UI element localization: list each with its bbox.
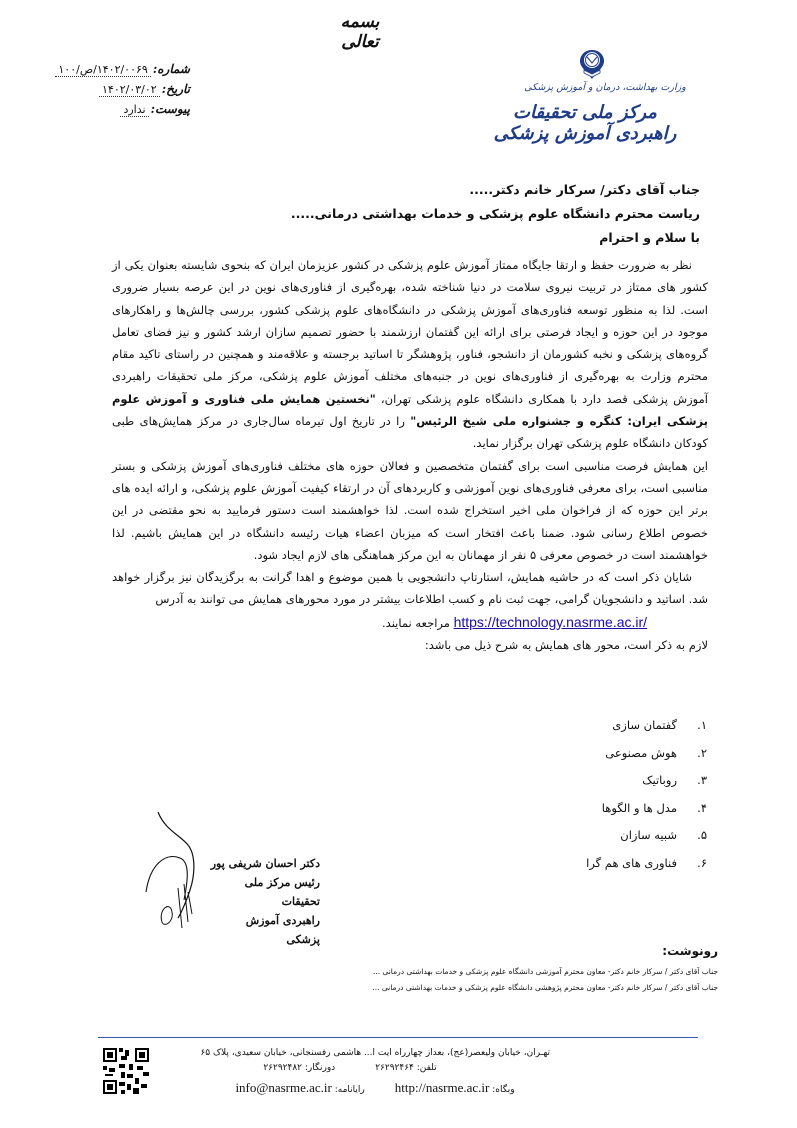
signature-block: [140, 810, 320, 946]
axes-intro: لازم به ذکر است، محور های همایش به شرح ذیل می باشد:: [424, 638, 708, 653]
paragraph-1-text: نظر به ضرورت حفظ و ارتقا جایگاه ممتاز آموزش علوم پزشکی در کشور عزیزمان ایران که بنحوی شایسته بعنوان یکی از کشور های ممتاز در تربیت نیروی سلامت در دنیا شناخته شده، بهره‌گیری از فناوری‌های نوین در این عرصه بسیار ضروری است. لذا به منظور توسعه فناوری‌های آموزش پزشکی در دانشگاه‌های علوم پزشکی کشور، بررسی چالش‌ها و راهکارهای موجود در این حوزه و ایجاد فرصتی برای ارائه این گفتمان ارزشمند با حضور تصمیم سازان ارشد کشور و نیز فضای تعامل گروه‌های پزشکی و نخبه کشورمان از دانشجو، فناور، پژوهشگر تا اساتید برجسته و علاقه‌مند و همچنین در راستای تاکید مقام محترم وزارت به بهره‌گیری از فناوری‌های نوین در جنبه‌های مختلف آموزش علوم پزشکی، مرکز ملی تحقیقات راهبردی آموزش پزشکی قصد دارد با همکاری دانشگاه علوم پزشکی تهران،: [112, 258, 708, 406]
email-label: رایانامه:: [334, 1085, 365, 1095]
footer-address: تهـران، خیابان ولیعصر(عج)، بعداز چهارراه ایت ا... هاشمی رفسنجانی، خیابان سعیدی، پلاک ۶۵: [200, 1048, 550, 1058]
signatory-position-2: راهبردی آموزش پزشکی: [245, 914, 320, 946]
axis-number: ۵.: [697, 828, 707, 842]
organization-logo: [480, 48, 690, 148]
handwritten-signature-icon: [140, 810, 220, 930]
letter-body: [112, 254, 708, 656]
ministry-name: وزارت بهداشت، درمان و آموزش پزشکی: [524, 82, 686, 93]
salutation-block: [100, 178, 700, 250]
axis-label: شبیه سازان: [620, 828, 677, 842]
fax-number: ۲۶۲۹۲۴۸۲: [263, 1063, 303, 1073]
axis-item: [487, 712, 707, 740]
reference-number-value: ۱۴۰۲/۰۰۶۹/ص/۱۰۰: [55, 63, 150, 77]
footer-phones: [200, 1063, 500, 1073]
axis-label: روباتیک: [642, 773, 677, 787]
signatory-position-1: رئیس مرکز ملی تحقیقات: [244, 876, 320, 908]
event-title: "نخستین همایش ملی فناوری و آموزش علوم پزشکی ایران: کنگره و جشنواره ملی شیخ الرئیس": [112, 391, 708, 429]
footer-web: [195, 1080, 555, 1096]
axis-label: فناوری های هم گرا: [586, 855, 677, 870]
reference-date-row: [40, 82, 190, 102]
signatory: [210, 854, 320, 949]
axis-number: ۶.: [697, 855, 707, 870]
axis-label: مدل ها و الگوها: [601, 800, 677, 815]
greeting: با سلام و احترام: [599, 230, 700, 245]
website-label: وبگاه:: [492, 1085, 515, 1095]
axis-number: ۳.: [697, 773, 707, 787]
reference-number-row: [40, 62, 190, 82]
reference-block: [40, 62, 190, 122]
axis-item: [487, 850, 707, 878]
cc-block: [300, 944, 718, 996]
recipient-title: ریاست محترم دانشگاه علوم پزشکی و خدمات بهداشتی درمانی.....: [290, 206, 700, 221]
paragraph-3: شایان ذکر است که در حاشیه همایش، استارتاپ دانشجویی با همین موضوع و اهدا گرانت به برگزیدگان نیز برگزار خواهد شد. اساتید و دانشجویان گرامی، جهت ثبت نام و کسب اطلاعات بیشتر در مورد محورهای همایش می توانند به آدرس: [112, 570, 708, 607]
paragraph-2: این همایش فرصت مناسبی است برای گفتمان متخصصین و فعالان حوزه های مختلف فناوری‌های آموزش پزشکی و بستر مناسبی است، برای معرفی فناوری‌های نوین آموزشی و کاربردهای آن در ارتقاء کیفیت آموزش علوم پزشکی، و ارائه ایده های برتر این حوزه که از فراخوان ملی اخیر استخراج شده است. لذا خواهشمند است دستور فرمایید به نحو مقتضی در این خصوص اطلاع رسانی شود. ضمنا باعث افتخار است که میزبان اعضاء هیات رئیسه دانشگاه در این همایش باشیم. لذا خواهشمند است در خصوص معرفی ۵ نفر از مهمانان به این مرکز هماهنگی های لازم ایجاد شود.: [112, 458, 708, 562]
fax-field: [263, 1063, 335, 1073]
axis-item: [487, 795, 707, 823]
axis-number: ۱.: [697, 718, 707, 732]
axis-label: گفتمان سازی: [612, 718, 677, 732]
footer-divider: [98, 1037, 698, 1038]
axis-item: [487, 822, 707, 850]
phone-field: [375, 1063, 436, 1073]
emblem-icon: [577, 48, 607, 80]
phone-label: تلفن:: [416, 1063, 437, 1073]
website-field: [395, 1080, 515, 1096]
axis-number: ۲.: [697, 745, 707, 760]
registration-link[interactable]: https://technology.nasrme.ac.ir/: [453, 613, 648, 630]
center-name: مرکز ملی تحقیقات راهبردی آموزش پزشکی: [493, 102, 677, 144]
axis-item: [487, 740, 707, 768]
paragraph-1-end: را در تاریخ اول تیرماه سال‌جاری در مرکز همایش‌های طبی کودکان دانشگاه علوم پزشکی تهران برگزار نماید.: [112, 414, 708, 451]
reference-date-label: تاریخ:: [161, 82, 190, 96]
cc-line: جناب آقای دکتر / سرکار خانم دکتر- معاون محترم آموزشی دانشگاه علوم پزشکی و خدمات بهداشتی درمانی ...: [372, 967, 718, 976]
recipient-line: جناب آقای دکتر/ سرکار خانم دکتر.....: [469, 182, 700, 197]
link-suffix: مراجعه نمایند.: [382, 615, 454, 630]
email-link[interactable]: info@nasrme.ac.ir: [235, 1080, 332, 1095]
qr-code-icon: [103, 1048, 149, 1094]
reference-attachment-value: ندارد: [120, 103, 148, 117]
reference-date-value: ۱۴۰۲/۰۳/۰۲: [99, 83, 160, 97]
link-line: [112, 611, 708, 634]
invocation-heading: بسمه تعالی: [340, 12, 380, 52]
cc-title: رونوشت:: [662, 944, 718, 958]
reference-number-label: شماره:: [152, 62, 190, 76]
axis-label: هوش مصنوعی: [605, 745, 677, 760]
signatory-name: دکتر احسان شریفی پور: [210, 857, 320, 870]
reference-attachment-label: پیوست:: [150, 102, 190, 116]
axis-number: ۴.: [697, 800, 707, 815]
website-link[interactable]: http://nasrme.ac.ir: [394, 1080, 490, 1095]
cc-line: جناب آقای دکتر / سرکار خانم دکتر- معاون محترم پژوهشی دانشگاه علوم پزشکی و خدمات بهداشتی درمانی ...: [372, 983, 718, 992]
conference-axes-list: [487, 712, 707, 877]
fax-label: دورنگار:: [304, 1063, 336, 1073]
reference-attachment-row: [40, 102, 190, 122]
email-field: [235, 1080, 364, 1096]
paragraph-1: [112, 254, 708, 455]
phone-number: ۲۶۲۹۲۴۶۴: [375, 1063, 414, 1073]
axis-item: [487, 767, 707, 795]
